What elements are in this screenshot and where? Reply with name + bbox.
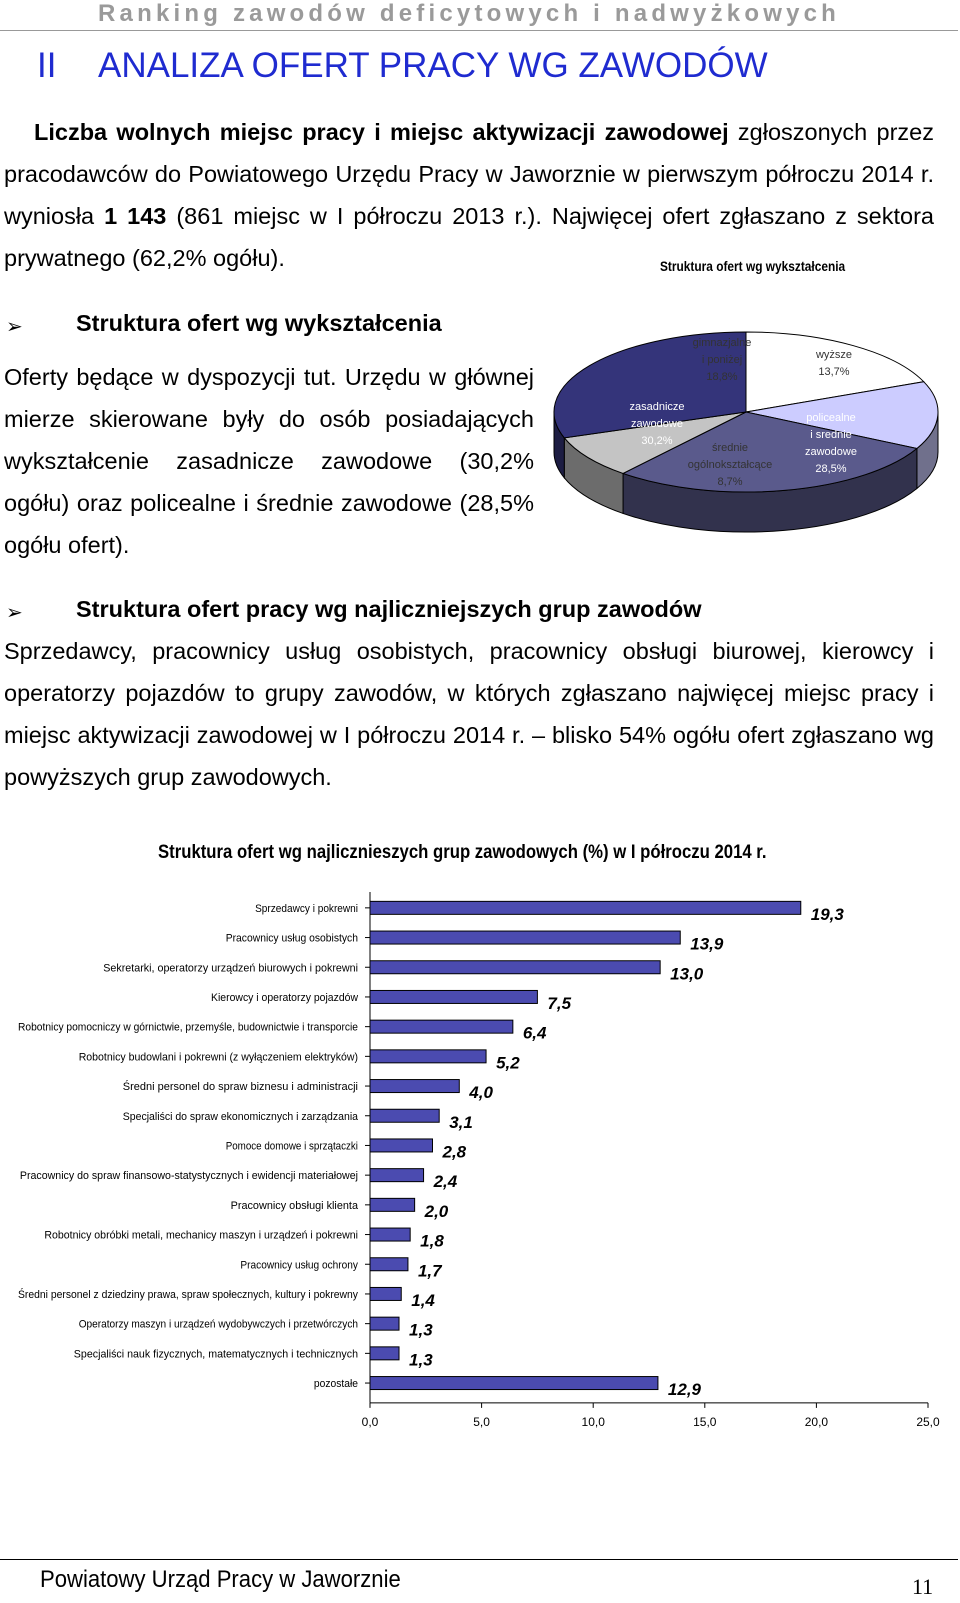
intro-text-1: zgłoszonych przez pracodawców do Powiatowego Urzędu Pracy w Jaworznie w pierwszym półroczu 2014 r. wyniosła	[4, 119, 934, 229]
pie-slice-label: policealne i srednie zawodowe 28,5%	[805, 412, 857, 475]
bar-value-label: 13,0	[670, 964, 704, 984]
pie-slice-label: gimnazjalne i poniżej 18,8%	[692, 337, 752, 383]
bullet-2-title: Struktura ofert pracy wg najliczniejszych grup zawodów	[76, 596, 702, 622]
bar-value-label: 1,3	[409, 1320, 433, 1340]
intro-bold: Liczba wolnych miejsc pracy i miejsc aktywizacji zawodowej	[34, 119, 729, 145]
pie-slice-label: zasadnicze zawodowe 30,2%	[629, 401, 685, 447]
footer-text: Powiatowy Urząd Pracy w Jaworznie	[40, 1566, 401, 1593]
bar-chart-title: Struktura ofert wg najlicznieszych grup zawodowych (%) w I półroczu 2014 r.	[158, 842, 767, 863]
bar-value-label: 1,7	[417, 1261, 442, 1281]
bar-value-label: 1,4	[411, 1290, 435, 1310]
header-divider	[0, 30, 958, 31]
category-label: Pracownicy obsługi klienta	[230, 1199, 359, 1212]
bar	[370, 1287, 401, 1300]
pie-chart-title: Struktura ofert wg wykształcenia	[660, 258, 846, 274]
page-number: 11	[912, 1574, 934, 1599]
running-header: Ranking zawodów deficytowych i nadwyżkowych	[98, 0, 841, 27]
bar-chart	[0, 880, 960, 1440]
bar	[370, 1169, 424, 1182]
bar-value-label: 13,9	[690, 934, 724, 954]
bar-value-label: 2,4	[433, 1172, 458, 1192]
bar-value-label: 19,3	[810, 904, 844, 924]
footer-divider	[0, 1559, 958, 1560]
bar	[370, 1347, 399, 1360]
bullet-1-title: Struktura ofert wg wykształcenia	[76, 310, 442, 336]
category-label: Robotnicy pomocniczy w górnictwie, przemyśle, budownictwie i transporcie	[18, 1021, 358, 1034]
bar	[370, 990, 537, 1003]
bar	[370, 1258, 408, 1271]
category-label: Specjaliści do spraw ekonomicznych i zarządzania	[122, 1110, 359, 1123]
bullet-1-text: Oferty będące w dyspozycji tut. Urzędu w głównej mierze skierowane były do osób posiadających wykształcenie zasadnicze zawodowe (30,2% ogółu) oraz policealne i średnie zawodowe (28,5% ogółu ofert).	[4, 364, 534, 558]
category-label: Specjaliści nauk fizycznych, matematycznych i technicznych	[73, 1348, 358, 1361]
bar	[370, 1050, 486, 1063]
category-label: pozostałe	[313, 1378, 358, 1391]
pie-slice-label: średnie ogólnokształcące 8,7%	[687, 442, 773, 488]
pie-slice-label: wyższe 13,7%	[815, 349, 853, 378]
bar	[370, 1080, 459, 1093]
category-label: Średni personel do spraw biznesu i administracji	[122, 1081, 359, 1094]
bullet-arrow-icon: ➢	[6, 316, 23, 338]
x-tick-label: 15,0	[693, 1414, 717, 1429]
x-tick-label: 20,0	[804, 1414, 829, 1429]
category-label: Robotnicy obróbki metali, mechanicy maszyn i urządzeń i pokrewni	[44, 1229, 359, 1242]
x-tick-label: 0,0	[361, 1414, 379, 1429]
section-number: II	[37, 46, 57, 85]
bar	[370, 931, 680, 944]
bar-value-label: 2,8	[442, 1142, 467, 1162]
category-label: Operatorzy maszyn i urządzeń wydobywczych i przetwórczych	[78, 1318, 358, 1331]
bar	[370, 1377, 658, 1390]
category-label: Pracownicy do spraw finansowo-statystycznych i ewidencji materiałowej	[19, 1170, 359, 1183]
category-label: Robotnicy budowlani i pokrewni (z wyłączeniem elektryków)	[78, 1051, 358, 1064]
pie-chart	[540, 320, 952, 550]
section-title: ANALIZA OFERT PRACY WG ZAWODÓW	[98, 46, 768, 85]
category-label: Kierowcy i operatorzy pojazdów	[211, 991, 359, 1004]
x-tick-label: 10,0	[581, 1414, 605, 1429]
bar-value-label: 2,0	[424, 1201, 449, 1221]
bar-value-label: 6,4	[522, 1023, 547, 1043]
category-label: Sprzedawcy i pokrewni	[255, 902, 358, 915]
bullet-2-text: Sprzedawcy, pracownicy usług osobistych, pracownicy obsługi biurowej, kierowcy i operatorzy pojazdów to grupy zawodów, w których zgłaszano najwięcej miejsc pracy i miejsc aktywizacji zawodowej w I półroczu 2014 r. – blisko 54% ogółu ofert zgłaszano wg powyższych grup zawodowych.	[4, 638, 934, 790]
x-tick-label: 25,0	[916, 1414, 940, 1429]
category-label: Średni personel z dziedziny prawa, spraw społecznych, kultury i pokrewny	[18, 1288, 379, 1301]
bar	[370, 961, 660, 974]
category-label: Sekretarki, operatorzy urządzeń biurowych i pokrewni	[103, 962, 358, 975]
bullet-arrow-icon: ➢	[6, 602, 23, 624]
category-label: Pracownicy usług ochrony	[240, 1259, 359, 1272]
bar	[370, 1109, 439, 1122]
bar	[370, 901, 801, 914]
category-label: Pracownicy usług osobistych	[225, 932, 358, 945]
category-label: Pomoce domowe i sprzątaczki	[225, 1140, 358, 1153]
bar-value-label: 1,8	[420, 1231, 444, 1251]
bar-value-label: 5,2	[496, 1053, 520, 1073]
x-tick-label: 5,0	[473, 1414, 490, 1429]
bar	[370, 1317, 399, 1330]
intro-bold-number: 1 143	[104, 203, 167, 229]
bar	[370, 1139, 432, 1152]
intro-text-2: (861 miejsc w I półroczu 2013 r.). Najwięcej ofert zgłaszano z sektora prywatnego (62,2% ogółu).	[4, 203, 934, 271]
bar-value-label: 3,1	[449, 1112, 473, 1132]
bar	[370, 1020, 513, 1033]
bar-value-label: 7,5	[547, 993, 572, 1013]
intro-paragraph	[4, 111, 934, 279]
bar-value-label: 1,3	[409, 1350, 433, 1370]
bar-value-label: 4,0	[469, 1083, 493, 1103]
bar	[370, 1228, 410, 1241]
bar-value-label: 12,9	[667, 1380, 702, 1400]
bar	[370, 1198, 415, 1211]
